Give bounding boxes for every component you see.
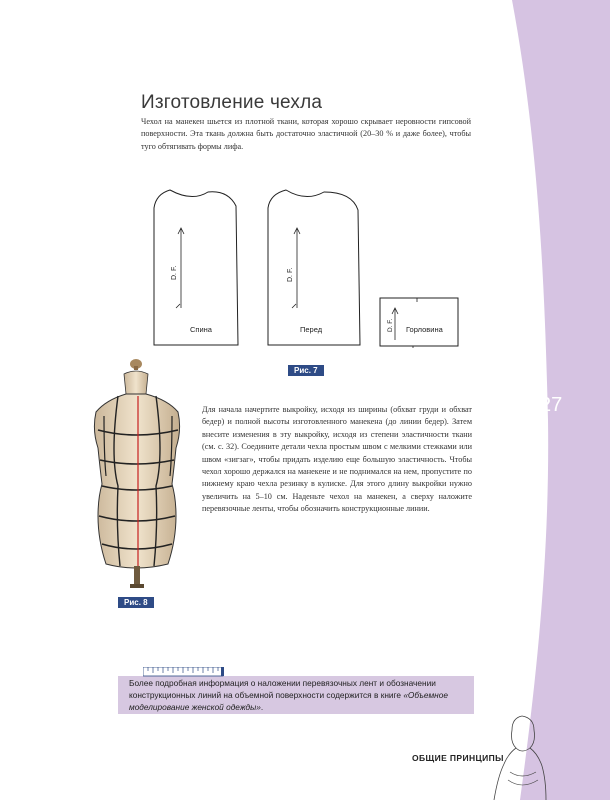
note-text xyxy=(129,678,469,713)
pattern-back xyxy=(154,190,238,345)
label-neckline: Горловина xyxy=(406,325,443,334)
pattern-front xyxy=(268,190,360,345)
grain-label-back: D. F. xyxy=(171,265,178,280)
grain-label-neckline: D. F. xyxy=(387,318,394,332)
pattern-diagram xyxy=(140,180,470,380)
figure-8-label: Рис. 8 xyxy=(118,597,154,608)
label-back: Спина xyxy=(190,325,212,334)
body-paragraph: Для начала начертите выкройку, исходя из ширины (обхват груди и обхват бедер) и полной высоты изготовленного манекена (до линии бедер). Затем внесите изменения в эту выкройку, исходя из степени эластичности ткани (см. с. 32). Соедините детали чехла простым швом с мелкими стежками или швом «зигзаг», чтобы придать изделию еще большую эластичность. Чтобы чехол хорошо держался на манекене и не поднимался на нем, пропустите по нижнему краю чехла резинку в кулиске. Для этого длину выкройки нужно увеличить на 5–10 см. Наденьте чехол на манекен, а сверху наложите перевязочные ленты, чтобы обозначить конструкционные линии. xyxy=(202,405,472,514)
note-book-title: «Объемное моделирование женской одежды» xyxy=(129,689,448,712)
intro-paragraph: Чехол на манекен шьется из плотной ткани, которая хорошо скрывает неровности гипсовой поверхности. Эта ткань должна быть достаточно эластичной (20–30 % и даже более), чтобы туго обтягивать формы лифа. xyxy=(141,117,471,151)
page-number: 27 xyxy=(540,394,563,416)
mannequin-image xyxy=(84,356,196,592)
note-text-main: Более подробная информация о наложении перевязочных лент и обозначении конструкционных линий на объемной поверхности содержится в книге xyxy=(129,678,436,700)
footer-section-label: ОБЩИЕ ПРИНЦИПЫ xyxy=(412,753,504,763)
section-title: Изготовление чехла xyxy=(141,92,323,113)
note-text-end: . xyxy=(260,701,264,712)
label-front: Перед xyxy=(300,325,323,334)
ruler-icon xyxy=(143,667,225,677)
figure-7-label: Рис. 7 xyxy=(288,365,324,376)
woman-sketch-illustration xyxy=(488,714,550,800)
grain-label-front: D. F. xyxy=(287,267,294,282)
pattern-neckline xyxy=(380,298,458,348)
